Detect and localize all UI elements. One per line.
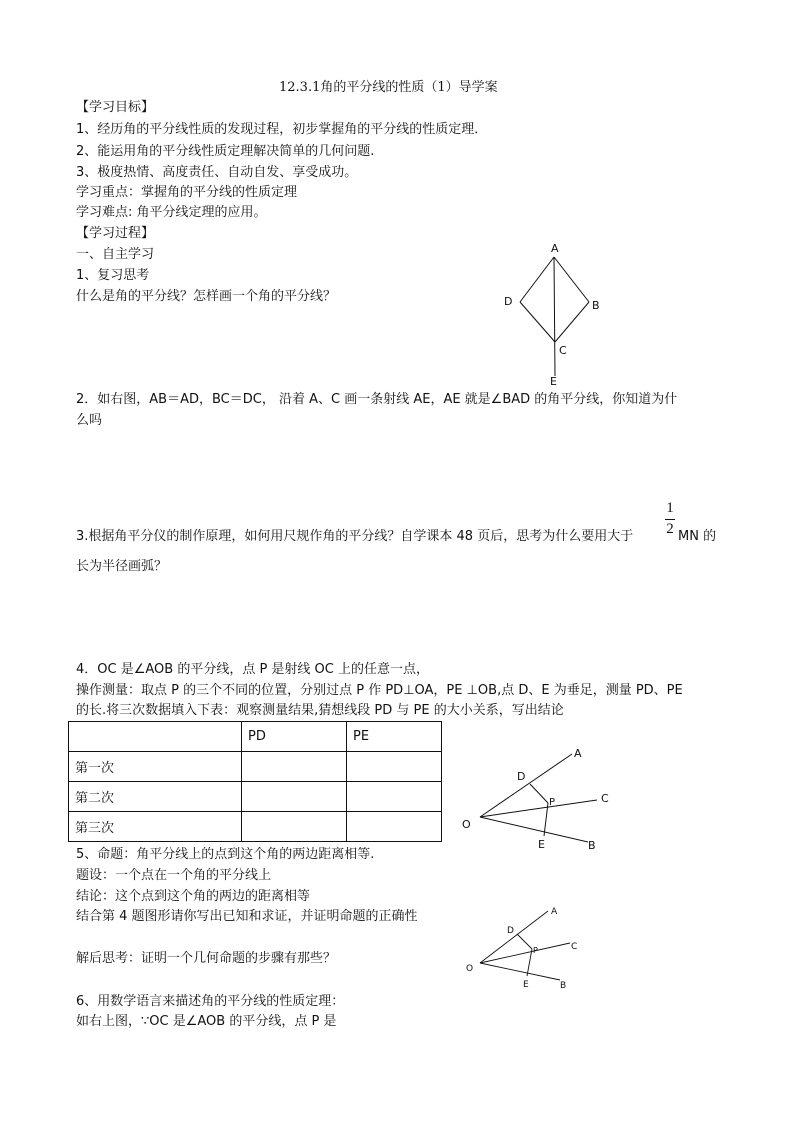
difficulty: 学习难点: 角平分线定理的应用。 xyxy=(76,205,267,220)
ray-oc xyxy=(480,800,597,817)
question-2-line1: 2．如右图，AB＝AD，BC＝DC， 沿着 A、C 画一条射线 AE，AE 就是∠BAD 的角平分线，你知道为什 xyxy=(76,392,678,407)
fraction-numerator: 1 xyxy=(666,500,674,516)
table-row xyxy=(69,812,442,842)
table-header-cell: PD xyxy=(242,722,347,752)
table-cell-pd[interactable] xyxy=(242,752,347,782)
segment-pd xyxy=(530,784,548,803)
label-a: A xyxy=(574,747,582,760)
label-e: E xyxy=(538,838,545,851)
ray-ae xyxy=(554,257,555,376)
label-a: A xyxy=(551,907,558,917)
question-2-line2: 么吗 xyxy=(76,413,103,428)
question-1-heading: 1、复习思考 xyxy=(76,268,150,283)
label-c: C xyxy=(559,344,567,357)
segment-bc xyxy=(555,302,589,342)
label-p: P xyxy=(533,946,538,955)
key-point: 学习重点：掌握角的平分线的性质定理 xyxy=(76,185,298,200)
section-heading: 一、自主学习 xyxy=(76,247,155,262)
goal-item: 2、能运用角的平分线性质定理解决简单的几何问题. xyxy=(76,144,375,159)
process-heading: 【学习过程】 xyxy=(76,226,155,241)
segment-dc xyxy=(520,302,555,342)
table-cell-pe[interactable] xyxy=(347,752,442,782)
label-d: D xyxy=(517,770,526,783)
label-a: A xyxy=(551,242,559,255)
fraction-denominator: 2 xyxy=(666,521,674,537)
segment-ab xyxy=(554,257,589,302)
label-o: O xyxy=(462,818,471,831)
table-cell-pe[interactable] xyxy=(347,812,442,842)
table-row xyxy=(69,782,442,812)
label-d: D xyxy=(504,295,513,308)
fraction-bar xyxy=(665,519,675,520)
row-label: 第一次 xyxy=(69,752,242,782)
segment-pe xyxy=(527,949,532,976)
label-b: B xyxy=(588,839,596,852)
table-cell-pe[interactable] xyxy=(347,782,442,812)
goals-heading: 【学习目标】 xyxy=(76,100,155,115)
label-e: E xyxy=(550,375,557,388)
label-b: B xyxy=(560,981,567,991)
question-6-line2: 如右上图，∵OC 是∠AOB 的平分线，点 P 是 xyxy=(76,1014,337,1029)
label-d: D xyxy=(507,926,514,936)
question-5-line2: 题设：一个点在一个角的平分线上 xyxy=(76,868,272,883)
ray-ob xyxy=(480,963,560,980)
figure-kite xyxy=(490,238,610,390)
question-6-line1: 6、用数学语言来描述角的平分线的性质定理： xyxy=(76,994,345,1009)
goal-item: 3、极度热情、高度责任、自动自发、享受成功。 xyxy=(76,165,358,180)
question-3-line1-tail: MN 的 xyxy=(678,529,717,544)
table-cell-pd[interactable] xyxy=(242,812,347,842)
table-header-cell xyxy=(69,722,242,752)
label-p: P xyxy=(549,797,556,808)
segment-ad xyxy=(520,257,554,302)
table-header-cell: PE xyxy=(347,722,442,752)
question-1-text: 什么是角的平分线？怎样画一个角的平分线？ xyxy=(76,289,337,304)
question-4-line2: 操作测量：取点 P 的三个不同的位置，分别过点 P 作 PD⊥OA，PE ⊥OB,点 D、E 为垂足，测量 PD、PE xyxy=(76,683,683,698)
ray-ob xyxy=(480,817,588,842)
after-think: 解后思考：证明一个几何命题的步骤有那些？ xyxy=(76,951,337,966)
question-5-line4: 结合第 4 题图形请你写出已知和求证，并证明命题的正确性 xyxy=(76,909,418,924)
table-row xyxy=(69,752,442,782)
ray-oa xyxy=(480,754,572,817)
table-cell-pd[interactable] xyxy=(242,782,347,812)
label-c: C xyxy=(601,792,609,805)
row-label: 第三次 xyxy=(69,812,242,842)
question-3-line2: 长为半径画弧？ xyxy=(76,559,168,574)
label-c: C xyxy=(571,942,578,952)
question-5-line1: 5、命题：角平分线上的点到这个角的两边距离相等. xyxy=(76,847,375,862)
figure-angle-bisector-small xyxy=(462,903,592,993)
question-3-line1: 3.根据角平分仪的制作原理，如何用尺规作角的平分线？自学课本 48 页后，思考为什么要用大于 xyxy=(76,529,634,544)
label-b: B xyxy=(592,299,600,312)
figure-angle-bisector xyxy=(460,740,620,855)
page-title: 12.3.1角的平分线的性质（1）导学案 xyxy=(279,80,498,95)
label-o: O xyxy=(466,964,474,974)
question-5-line3: 结论：这个点到这个角的两边的距离相等 xyxy=(76,889,311,904)
measurement-table xyxy=(68,721,442,842)
segment-pd xyxy=(517,934,532,949)
goal-item: 1、经历角的平分线性质的发现过程，初步掌握角的平分线的性质定理． xyxy=(76,122,488,137)
question-4-line3: 的长.将三次数据填入下表：观察测量结果,猜想线段 PD 与 PE 的大小关系，写出结论 xyxy=(76,703,564,718)
row-label: 第二次 xyxy=(69,782,242,812)
question-4-line1: 4．OC 是∠AOB 的平分线，点 P 是射线 OC 上的任意一点， xyxy=(76,662,429,677)
label-e: E xyxy=(523,980,529,990)
table-header-row xyxy=(69,722,442,752)
